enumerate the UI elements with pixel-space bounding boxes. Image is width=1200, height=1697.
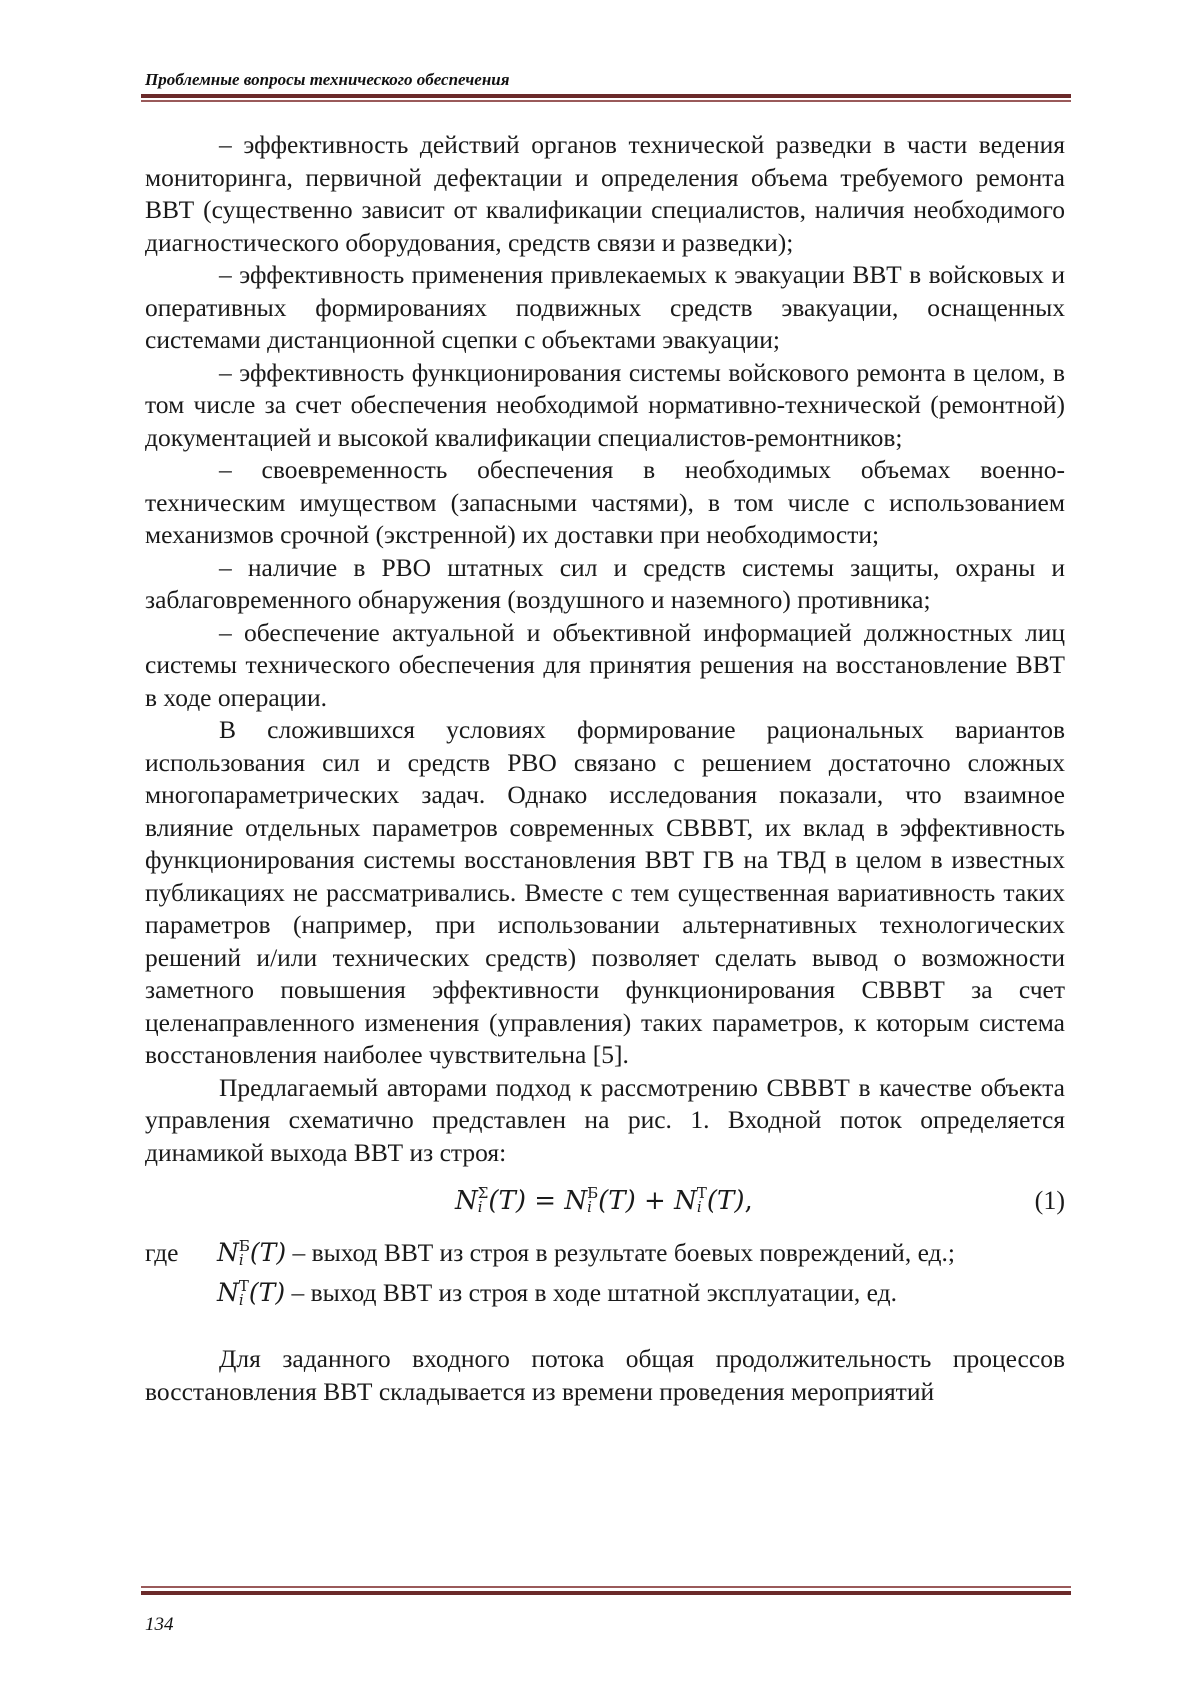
where-label: где <box>145 1238 179 1267</box>
footer-rule-thin <box>141 1586 1071 1588</box>
header-rule-thick <box>141 94 1071 98</box>
paragraph-5: – наличие в РВО штатных сил и средств системы защиты, охраны и заблаговременного обнаружения (воздушного и наземного) противника; <box>145 552 1065 614</box>
formula-arg-1: (T) <box>488 1186 526 1216</box>
where-definition-1: N Б i (T) – выход ВВТ из строя в результате боевых повреждений, ед.; <box>217 1236 955 1269</box>
where-block <box>145 1237 1065 1317</box>
formula-arg-2: (T) <box>598 1186 636 1216</box>
formula-indices-2: Б i <box>587 1184 599 1216</box>
paragraph-6: – обеспечение актуальной и объективной информацией должностных лиц системы технического обеспечения для принятия решения на восстановление ВВТ в ходе операции. <box>145 617 1065 712</box>
paragraph-9: Для заданного входного потока общая продолжительность процессов восстановления ВВТ складывается из времени проведения мероприятий <box>145 1344 1065 1406</box>
paragraph-4: – своевременность обеспечения в необходимых объемах военно-техническим имуществом (запасными частями), в том числе с использованием механизмов срочной (экстренной) их доставки при необходимости; <box>145 455 1065 549</box>
paragraph-3: – эффективность функционирования системы войскового ремонта в целом, в том числе за счет обеспечения необходимой нормативно-технической (ремонтной) документацией и высокой квалификации специалистов-ремонтников; <box>145 357 1065 452</box>
page-number: 134 <box>145 1614 174 1635</box>
paragraph-8: Предлагаемый авторами подход к рассмотрению СВВВТ в качестве объекта управления схематично представлен на рис. 1. Входной поток определяется динамикой выхода ВВТ из строя: <box>145 1072 1065 1167</box>
paragraph-1: – эффективность действий органов технической разведки в части ведения мониторинга, первичной дефектации и определения объема требуемого ремонта ВВТ (существенно зависит от квалификации специалистов, наличия необходимого диагностического оборудования, средств связи и разведки); <box>145 130 1065 257</box>
spacer <box>145 1317 1065 1343</box>
where-row-2 <box>145 1277 1065 1317</box>
header-rule-thin <box>141 100 1071 102</box>
formula-indices-3: Т i <box>696 1184 707 1216</box>
formula-N3: N <box>674 1186 697 1216</box>
equation-body: N Σ i (T) = N Б i (T) + N Т i (T), <box>455 1184 753 1216</box>
formula-N2: N <box>564 1186 588 1216</box>
footer-rule-thick <box>141 1591 1071 1595</box>
paragraph-2: – эффективность применения привлекаемых к эвакуации ВВТ в войсковых и оперативных формированиях подвижных средств эвакуации, оснащенных системами дистанционной сцепки с объектами эвакуации; <box>145 260 1065 354</box>
where-row-1 <box>145 1237 1065 1277</box>
formula-arg-3: (T) <box>706 1186 745 1216</box>
page-body <box>145 129 1065 1408</box>
running-header: Проблемные вопросы технического обеспечения <box>145 70 510 89</box>
formula-N1: N <box>455 1186 478 1216</box>
formula-indices-1: Σ i <box>477 1184 489 1216</box>
paragraph-7: В сложившихся условиях формирование рациональных вариантов использования сил и средств РВО связано с решением достаточно сложных многопараметрических задач. Однако исследования показали, что взаимное влияние отдельных параметров современных СВВВТ, их вклад в эффективность функционирования системы восстановления ВВТ ГВ на ТВД в целом в известных публикациях не рассматривались. Вместе с тем существенная вариативность таких параметров (например, при использовании альтернативных технологических решений и/или технических средств) позволяет сделать вывод о возможности заметного повышения эффективности функционирования СВВВТ за счет целенаправленного изменения (управления) таких параметров, к которым система восстановления наиболее чувствительна [5]. <box>145 715 1065 1069</box>
equation-1 <box>145 1171 1065 1235</box>
equation-number: (1) <box>1034 1186 1065 1215</box>
where-definition-2: N Т i (T) – выход ВВТ из строя в ходе штатной эксплуатации, ед. <box>217 1276 897 1309</box>
